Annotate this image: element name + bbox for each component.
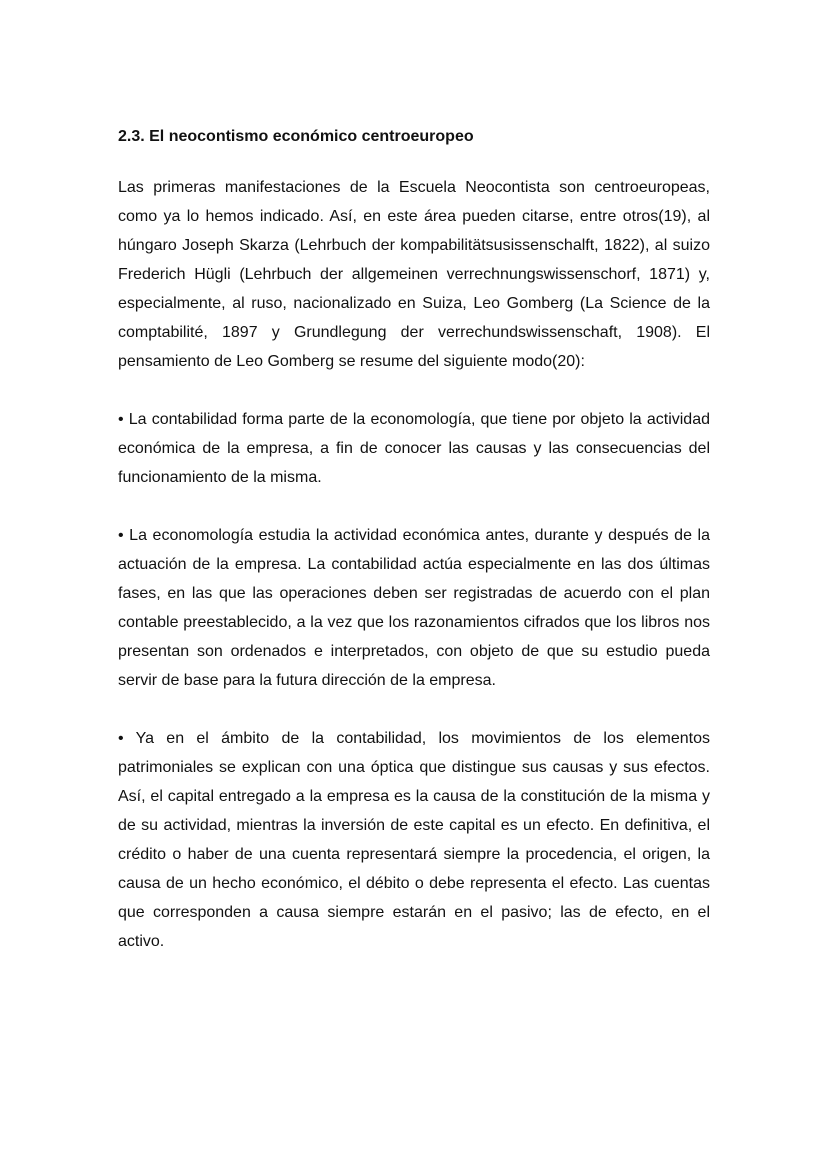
bullet-paragraph-economologia: • La contabilidad forma parte de la economología, que tiene por objeto la actividad económica de la empresa, a fin de conocer las causas y las consecuencias del funcionamiento de la misma. xyxy=(118,411,710,486)
bullet-paragraph-causas-efectos: • Ya en el ámbito de la contabilidad, los movimientos de los elementos patrimoniales se explican con una óptica que distingue sus causas y sus efectos. Así, el capital entregado a la empresa es la causa de la constitución de la misma y de su actividad, mientras la inversión de este capital es un efecto. En definitiva, el crédito o haber de una cuenta representará siempre la procedencia, el origen, la causa de un hecho económico, el débito o debe representa el efecto. Las cuentas que corresponden a causa siempre estarán en el pasivo; las de efecto, en el activo. xyxy=(118,730,710,950)
intro-paragraph: Las primeras manifestaciones de la Escuela Neocontista son centroeuropeas, como ya lo hemos indicado. Así, en este área pueden citarse, entre otros(19), al húngaro Joseph Skarza (Lehrbuch der kompabilitätsusissenschalft, 1822), al suizo Frederich Hügli (Lehrbuch der allgemeinen verrechnungswissenschorf, 1871) y, especialmente, al ruso, nacionalizado en Suiza, Leo Gomberg (La Science de la comptabilité, 1897 y Grundlegung der verrechundswissenschaft, 1908). El pensamiento de Leo Gomberg se resume del siguiente modo(20): xyxy=(118,179,710,370)
section-heading: 2.3. El neocontismo económico centroeuropeo xyxy=(118,128,474,145)
document-page xyxy=(118,125,710,985)
bullet-paragraph-fases: • La economología estudia la actividad económica antes, durante y después de la actuación de la empresa. La contabilidad actúa especialmente en las dos últimas fases, en las que las operaciones deben ser registradas de acuerdo con el plan contable preestablecido, a la vez que los razonamientos cifrados que los libros nos presentan son ordenados e interpretados, con objeto de que su estudio pueda servir de base para la futura dirección de la empresa. xyxy=(118,527,710,689)
